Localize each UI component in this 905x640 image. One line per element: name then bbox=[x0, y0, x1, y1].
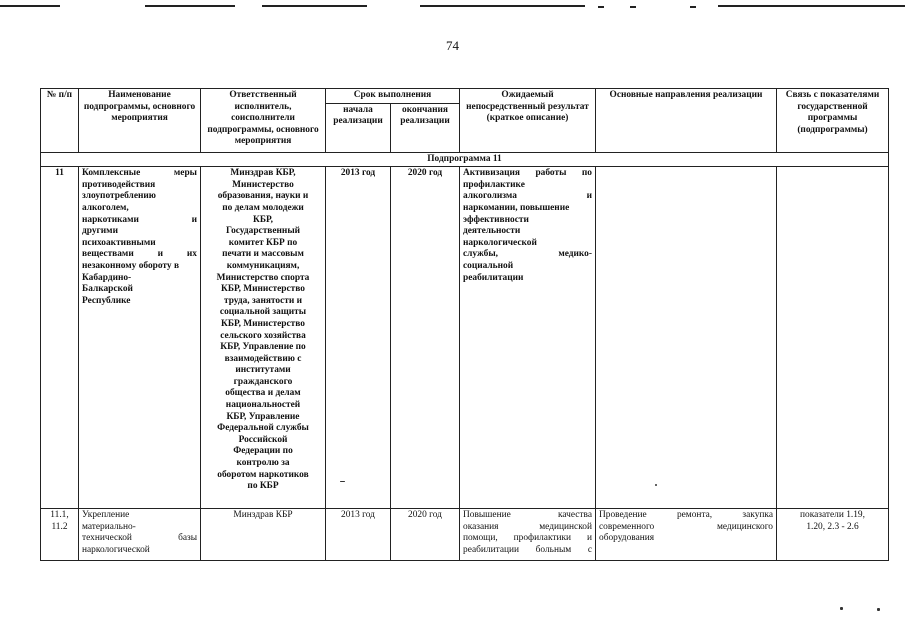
program-table bbox=[40, 88, 889, 561]
row-start: 2013 год bbox=[326, 509, 391, 561]
row-link bbox=[777, 167, 889, 509]
scan-artifact-line bbox=[718, 5, 905, 7]
header-link: Связь с показателями государственной программы (подпрограммы) bbox=[777, 89, 889, 153]
row-directions bbox=[596, 167, 777, 509]
scan-artifact-line bbox=[262, 5, 367, 7]
row-num: 11.1, 11.2 bbox=[41, 509, 79, 561]
row-end: 2020 год bbox=[391, 167, 460, 509]
subprogram-row bbox=[41, 152, 889, 167]
header-row bbox=[41, 89, 889, 104]
row-result: Активизация работы по профилактике алкоголизма и наркомании, повышение эффективности деятельности наркологической службы, медико- социальной реабилитации bbox=[460, 167, 596, 509]
scan-artifact-dot bbox=[655, 484, 657, 486]
header-num: № п/п bbox=[41, 89, 79, 153]
scan-artifact-dot bbox=[340, 481, 345, 482]
row-executor: Минздрав КБР, Министерство образования, науки и по делам молодежи КБР, Государственный комитет КБР по печати и массовым коммуникациям, Министерство спорта КБР, Министерство труда, занятости и социальной защиты КБР, Министерство сельского хозяйства КБР, Управление по взаимодействию с институтами гражданского общества и делам национальностей КБР, Управление Федеральной службы Российской Федерации по контролю за оборотом наркотиков по КБР bbox=[201, 167, 326, 509]
row-link: показатели 1.19, 1.20, 2.3 - 2.6 bbox=[777, 509, 889, 561]
scan-artifact-dot bbox=[598, 6, 604, 8]
row-name: Укрепление материально- технической базы наркологической bbox=[79, 509, 201, 561]
row-directions: Проведение ремонта, закупка современного медицинского оборудования bbox=[596, 509, 777, 561]
subprogram-label: Подпрограмма 11 bbox=[41, 152, 889, 167]
table-row bbox=[41, 167, 889, 509]
header-start: начала реализации bbox=[326, 103, 391, 152]
page-number: 74 bbox=[446, 38, 459, 53]
row-executor: Минздрав КБР bbox=[201, 509, 326, 561]
header-end: окончания реализации bbox=[391, 103, 460, 152]
header-directions: Основные направления реализации bbox=[596, 89, 777, 153]
row-result: Повышение качества оказания медицинской помощи, профилактики и реабилитации больным с bbox=[460, 509, 596, 561]
header-executor: Ответственный исполнитель, соисполнители подпрограммы, основного мероприятия bbox=[201, 89, 326, 153]
scan-artifact-line bbox=[0, 5, 60, 7]
row-end: 2020 год bbox=[391, 509, 460, 561]
scan-artifact-line bbox=[145, 5, 235, 7]
header-period: Срок выполнения bbox=[326, 89, 460, 104]
table-row bbox=[41, 509, 889, 561]
row-name: Комплексные меры противодействия злоупотреблению алкоголем, наркотиками и другими психоактивными веществами и их незаконному обороту в Кабардино- Балкарской Республике bbox=[79, 167, 201, 509]
header-result: Ожидаемый непосредственный результат (краткое описание) bbox=[460, 89, 596, 153]
scan-artifact-line bbox=[420, 5, 585, 7]
row-start: 2013 год bbox=[326, 167, 391, 509]
scan-artifact-dot bbox=[690, 6, 696, 8]
row-num: 11 bbox=[41, 167, 79, 509]
scan-artifact-dot bbox=[840, 607, 843, 610]
header-name: Наименование подпрограммы, основного мероприятия bbox=[79, 89, 201, 153]
scan-artifact-dot bbox=[877, 608, 880, 611]
scan-artifact-dot bbox=[630, 6, 636, 8]
